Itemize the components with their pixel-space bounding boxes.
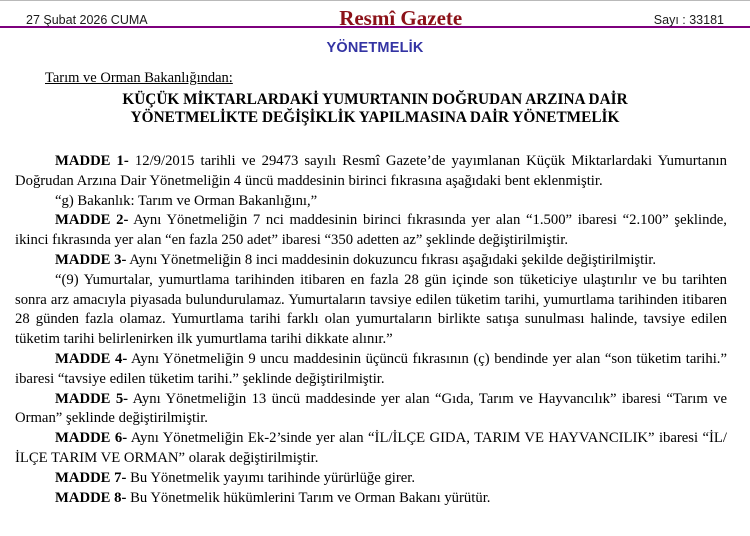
article-paragraph bbox=[15, 350, 727, 390]
article-paragraph bbox=[15, 429, 727, 469]
ministry-line: Tarım ve Orman Bakanlığından: bbox=[45, 70, 233, 86]
masthead-date: 27 Şubat 2026 CUMA bbox=[26, 13, 148, 27]
article-paragraph bbox=[15, 211, 727, 251]
article-label: MADDE 8- bbox=[55, 489, 127, 506]
article-text: 12/9/2015 tarihli ve 29473 sayılı Resmî Gazete’de yayımlanan Küçük Miktarlardaki Yumurtanın Doğrudan Arzına Dair Yönetmeliğin 4 üncü maddesinin birinci fıkrasına aşağıdaki bent eklenmiştir. bbox=[15, 153, 727, 189]
article-paragraph bbox=[15, 469, 727, 489]
document-body bbox=[15, 152, 727, 508]
masthead bbox=[0, 1, 750, 28]
article-label: MADDE 4- bbox=[55, 350, 128, 367]
article-label: MADDE 5- bbox=[55, 390, 129, 407]
document-title-line1: KÜÇÜK MİKTARLARDAKİ YUMURTANIN DOĞRUDAN ARZINA DAİR bbox=[122, 91, 628, 108]
issue-number: Sayı : 33181 bbox=[653, 13, 724, 27]
section-heading: YÖNETMELİK bbox=[326, 40, 424, 56]
article-paragraph bbox=[15, 192, 727, 212]
document-title-line2: YÖNETMELİKTE DEĞİŞİKLİK YAPILMASINA DAİR YÖNETMELİK bbox=[130, 109, 620, 126]
article-paragraph bbox=[15, 271, 727, 350]
article-text: Bu Yönetmelik hükümlerini Tarım ve Orman Bakanı yürütür. bbox=[130, 489, 491, 506]
article-label: MADDE 1- bbox=[55, 153, 129, 169]
article-label: MADDE 7- bbox=[55, 469, 127, 486]
article-label: MADDE 3- bbox=[55, 251, 127, 268]
article-text: Aynı Yönetmeliğin 13 üncü maddesinde yer alan “Gıda, Tarım ve Hayvancılık” ibaresi “Tarım ve Orman” şeklinde değiştirilmiştir. bbox=[15, 390, 727, 427]
article-text: Aynı Yönetmeliğin 9 uncu maddesinin üçüncü fıkrasının (ç) bendinde yer alan “son tüketim tarihi.” ibaresi “tavsiye edilen tüketim tarihi.” şeklinde değiştirilmiştir. bbox=[15, 350, 727, 387]
article-text: “g) Bakanlık: Tarım ve Orman Bakanlığını,” bbox=[55, 192, 318, 209]
article-paragraph bbox=[15, 251, 727, 271]
article-text: “(9) Yumurtalar, yumurtlama tarihinden itibaren en fazla 28 gün içinde son tüketiciye ulaştırılır ve bu tarihten sonra arz amacıyla piyasada bulundurulamaz. Yumurtaların tavsiye edilen tüketim tarihi, yumurtlama tarihinden itibaren 28 günden fazla olamaz. Yumurtlama tarihi farklı olan yumurtaların birlikte satışa sunulması halinde, tavsiye edilen tüketim tarihi belirlenirken ilk yumurtlama tarihi dikkate alınır.” bbox=[15, 271, 727, 348]
article-paragraph bbox=[15, 390, 727, 430]
article-text: Aynı Yönetmeliğin 8 inci maddesinin dokuzuncu fıkrası aşağıdaki şekilde değiştirilmiştir. bbox=[129, 251, 657, 268]
article-label: MADDE 2- bbox=[55, 212, 129, 229]
article-paragraph bbox=[15, 152, 727, 192]
article-text: Bu Yönetmelik yayımı tarihinde yürürlüğe girer. bbox=[130, 469, 416, 486]
article-text: Aynı Yönetmeliğin Ek-2’sinde yer alan “İL/İLÇE GIDA, TARIM VE HAYVANCILIK” ibaresi “İL/İLÇE TARIM VE ORMAN” olarak değiştirilmiştir. bbox=[15, 430, 727, 466]
document-title bbox=[0, 91, 750, 127]
gazette-title: Resmî Gazete bbox=[339, 6, 463, 30]
article-paragraph bbox=[15, 489, 727, 509]
article-text: Aynı Yönetmeliğin 7 nci maddesinin birinci fıkrasında yer alan “1.500” ibaresi “2.100” şeklinde, ikinci fıkrasında yer alan “en fazla 250 adet” ibaresi “350 adetten az” şeklinde değiştirilmiştir. bbox=[15, 212, 727, 249]
article-label: MADDE 6- bbox=[55, 430, 128, 447]
